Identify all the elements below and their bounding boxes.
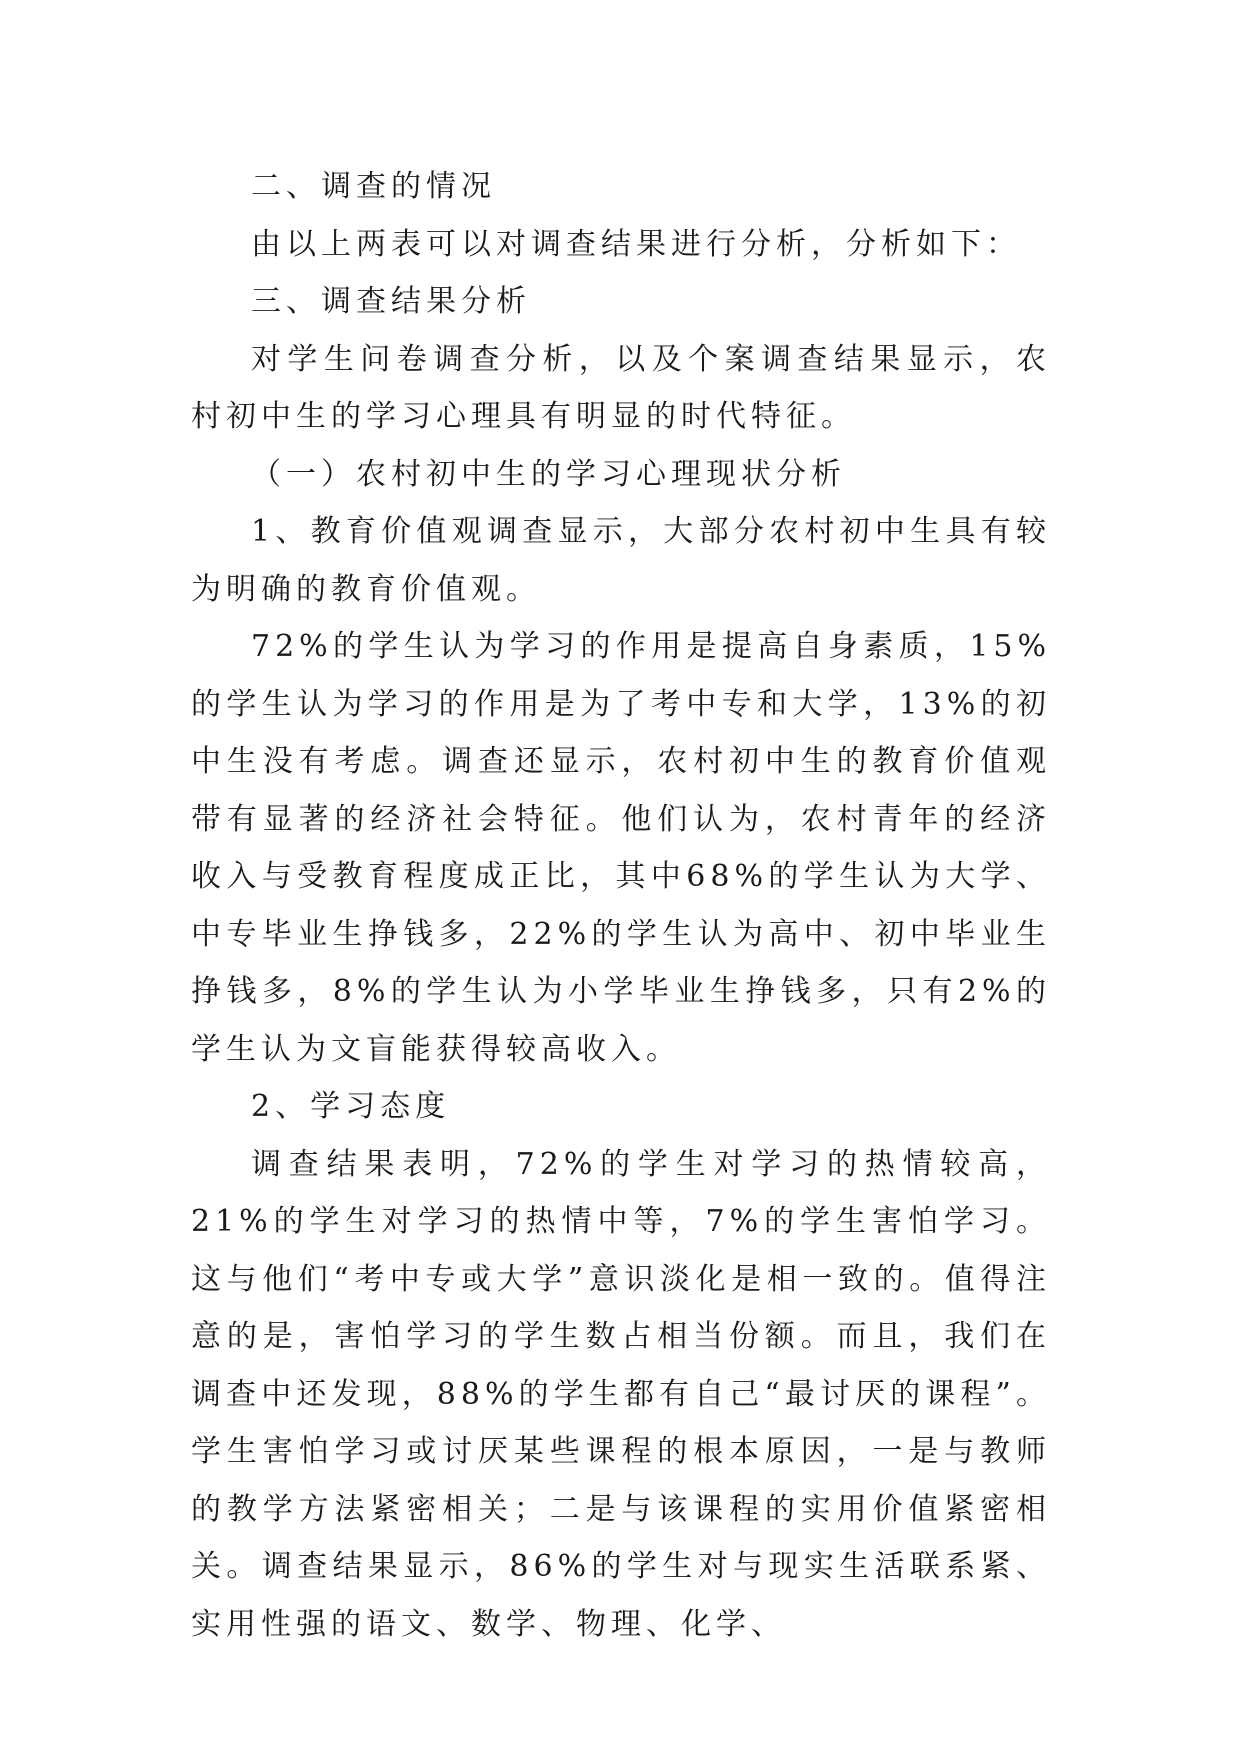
document-body — [191, 158, 1051, 1653]
paragraph-education-values: 1、教育价值观调查显示，大部分农村初中生具有较为明确的教育价值观。 — [191, 514, 1051, 607]
section-heading-results-analysis: 三、调查结果分析 — [251, 284, 531, 319]
paragraph-overview: 对学生问卷调查分析，以及个案调查结果显示，农村初中生的学习心理具有明显的时代特征。 — [191, 341, 1051, 434]
subsection-heading-learning-attitude: 2、学习态度 — [251, 1089, 451, 1124]
subsection-heading-current-status: （一）农村初中生的学习心理现状分析 — [251, 456, 846, 492]
paragraph-learning-attitude-detail: 调查结果表明，72%的学生对学习的热情较高，21%的学生对学习的热情中等，7%的学生害怕学习。这与他们“考中专或大学”意识淡化是相一致的。值得注意的是，害怕学习的学生数占相当份额。而且，我们在调查中还发现，88%的学生都有自己“最讨厌的课程”。学生害怕学习或讨厌某些课程的根本原因，一是与教师的教学方法紧密相关；二是与该课程的实用价值紧密相关。调查结果显示，86%的学生对与现实生活联系紧、实用性强的语文、数学、物理、化学、 — [191, 1146, 1051, 1642]
paragraph-education-values-detail: 72%的学生认为学习的作用是提高自身素质，15%的学生认为学习的作用是为了考中专和大学，13%的初中生没有考虑。调查还显示，农村初中生的教育价值观带有显著的经济社会特征。他们认为，农村青年的经济收入与受教育程度成正比，其中68%的学生认为大学、中专毕业生挣钱多，22%的学生认为高中、初中毕业生挣钱多，8%的学生认为小学毕业生挣钱多，只有2%的学生认为文盲能获得较高收入。 — [191, 629, 1051, 1067]
paragraph-analysis-intro: 由以上两表可以对调查结果进行分析，分析如下： — [251, 226, 1021, 262]
section-heading-survey-situation: 二、调查的情况 — [251, 169, 496, 204]
